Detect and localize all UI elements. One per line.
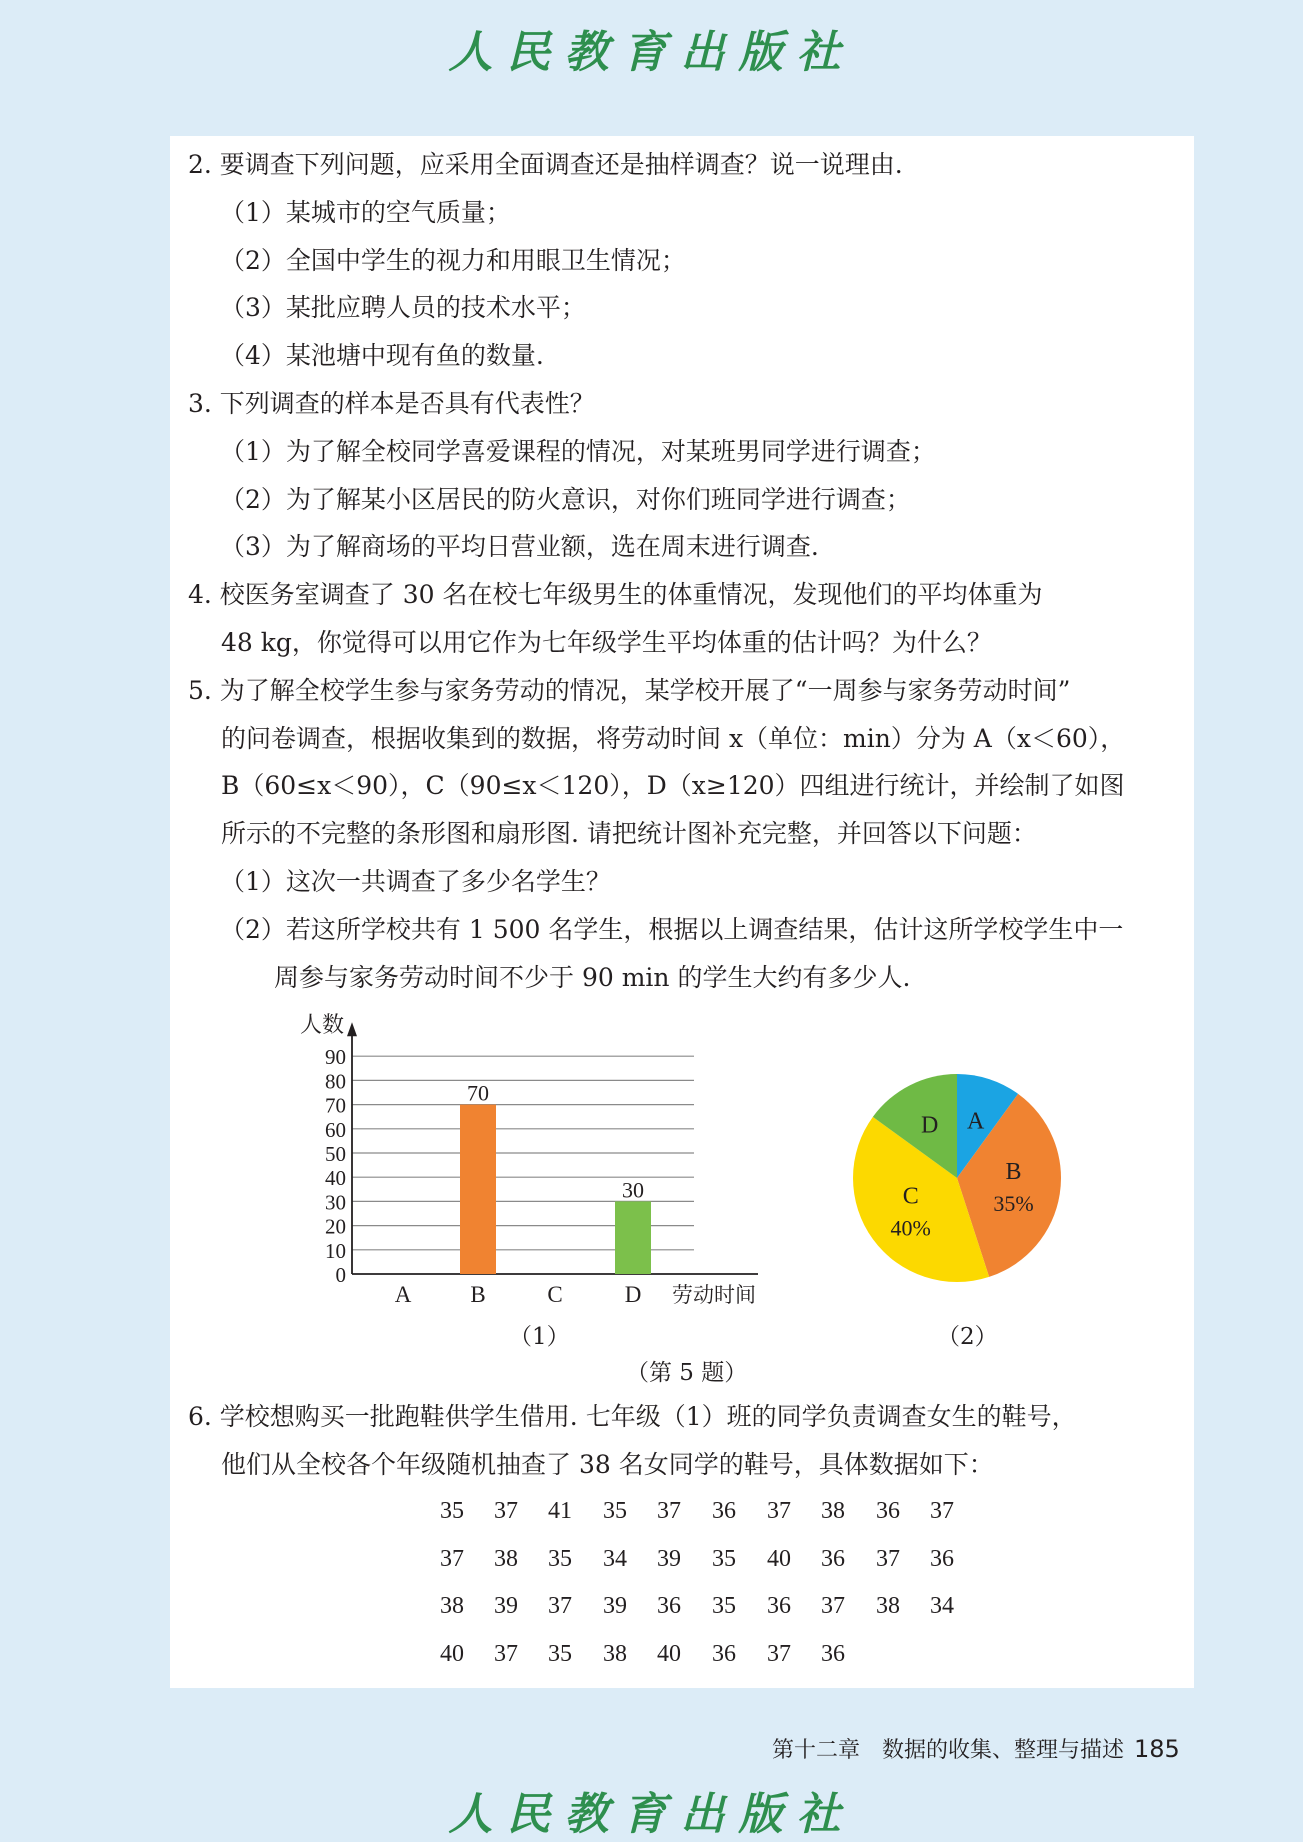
figure-caption: （第 5 题） xyxy=(626,1360,748,1386)
data-cell: 36 xyxy=(657,1593,681,1619)
x-tick-label: A xyxy=(394,1282,412,1307)
data-cell: 37 xyxy=(440,1546,464,1572)
data-cell: 38 xyxy=(494,1546,518,1572)
data-cell: 39 xyxy=(657,1546,681,1572)
chapter-title: 第十二章 数据的收集、整理与描述 xyxy=(772,1738,1125,1763)
data-cell: 40 xyxy=(657,1641,681,1667)
data-cell: 35 xyxy=(712,1546,736,1572)
q3-item-2: （2）为了解某小区居民的防火意识，对你们班同学进行调查； xyxy=(220,485,911,514)
x-tick-label: D xyxy=(624,1282,642,1307)
q6-line-2: 他们从全校各个年级随机抽查了 38 名女同学的鞋号，具体数据如下： xyxy=(221,1450,994,1479)
data-cell: 35 xyxy=(548,1546,572,1572)
q5-item-1: （1）这次一共调查了多少名学生？ xyxy=(220,867,611,896)
pie-percent-label: 40% xyxy=(890,1215,931,1241)
y-tick-label: 80 xyxy=(325,1069,346,1094)
data-cell: 38 xyxy=(876,1593,900,1619)
data-cell: 34 xyxy=(930,1593,954,1619)
q5-item-2-cont: 周参与家务劳动时间不少于 90 min 的学生大约有多少人. xyxy=(274,963,911,992)
data-cell: 38 xyxy=(603,1641,627,1667)
bar-chart-caption: （1） xyxy=(509,1324,570,1350)
data-cell: 37 xyxy=(494,1498,518,1524)
pie-label: D xyxy=(920,1112,939,1139)
q5-line-2: 的问卷调查，根据收集到的数据，将劳动时间 x（单位：min）分为 A（x＜60）， xyxy=(221,724,1126,753)
y-axis-arrow xyxy=(347,1022,357,1036)
q4-line-1: 4. 校医务室调查了 30 名在校七年级男生的体重情况，发现他们的平均体重为 xyxy=(188,580,1043,609)
pie-label: B xyxy=(1005,1158,1022,1185)
data-cell: 37 xyxy=(548,1593,572,1619)
q5-line-3: B（60≤x＜90），C（90≤x＜120），D（x≥120）四组进行统计，并绘制了如图 xyxy=(221,771,1125,800)
data-cell: 36 xyxy=(821,1546,845,1572)
x-tick-label: B xyxy=(470,1282,486,1307)
data-cell: 36 xyxy=(712,1498,736,1524)
q5-item-2: （2）若这所学校共有 1 500 名学生，根据以上调查结果，估计这所学校学生中一 xyxy=(220,915,1124,944)
data-cell: 39 xyxy=(494,1593,518,1619)
q2-item-2: （2）全国中学生的视力和用眼卫生情况； xyxy=(220,246,686,275)
bar-data-label: 30 xyxy=(622,1177,644,1203)
data-cell: 36 xyxy=(930,1546,954,1572)
pie-label: C xyxy=(902,1183,919,1210)
publisher-logo-top: 人民教育出版社 xyxy=(448,27,855,78)
q2-stem: 2. 要调查下列问题，应采用全面调查还是抽样调查？说一说理由. xyxy=(188,150,903,179)
data-cell: 36 xyxy=(767,1593,791,1619)
data-cell: 34 xyxy=(603,1546,627,1572)
q3-stem: 3. 下列调查的样本是否具有代表性？ xyxy=(188,389,595,418)
data-cell: 38 xyxy=(821,1498,845,1524)
data-cell: 37 xyxy=(930,1498,954,1524)
data-cell: 39 xyxy=(603,1593,627,1619)
y-tick-label: 50 xyxy=(325,1142,346,1166)
data-cell: 36 xyxy=(821,1641,845,1667)
data-cell: 37 xyxy=(767,1641,791,1667)
pie-label: A xyxy=(966,1108,985,1135)
q3-item-1: （1）为了解全校同学喜爱课程的情况，对某班男同学进行调查； xyxy=(220,437,936,466)
pie-chart-caption: （2） xyxy=(937,1324,998,1350)
data-cell: 41 xyxy=(548,1498,572,1524)
q5-line-1: 5. 为了解全校学生参与家务劳动的情况，某学校开展了“一周参与家务劳动时间” xyxy=(188,676,1071,705)
data-cell: 37 xyxy=(767,1498,791,1524)
data-cell: 37 xyxy=(494,1641,518,1667)
data-cell: 35 xyxy=(440,1498,464,1524)
q4-line-2: 48 kg，你觉得可以用它作为七年级学生平均体重的估计吗？为什么？ xyxy=(221,628,992,657)
y-tick-label: 70 xyxy=(325,1093,346,1118)
publisher-logo-bottom: 人民教育出版社 xyxy=(448,1789,855,1840)
data-cell: 40 xyxy=(767,1546,791,1572)
y-tick-label: 30 xyxy=(325,1190,346,1215)
bar-D xyxy=(615,1201,651,1274)
data-cell: 36 xyxy=(876,1498,900,1524)
page-number: 185 xyxy=(1134,1735,1180,1763)
q2-item-3: （3）某批应聘人员的技术水平； xyxy=(220,293,586,322)
data-cell: 40 xyxy=(440,1641,464,1667)
x-axis-label: 劳动时间 xyxy=(672,1283,756,1307)
data-cell: 35 xyxy=(603,1498,627,1524)
y-tick-label: 10 xyxy=(325,1238,346,1263)
x-tick-label: C xyxy=(547,1282,563,1307)
y-tick-label: 40 xyxy=(325,1166,346,1191)
q6-line-1: 6. 学校想购买一批跑鞋供学生借用. 七年级（1）班的同学负责调查女生的鞋号， xyxy=(188,1402,1077,1431)
page-footer xyxy=(772,1733,1180,1764)
data-cell: 35 xyxy=(712,1593,736,1619)
y-tick-label: 90 xyxy=(325,1045,346,1070)
q2-item-1: （1）某城市的空气质量； xyxy=(220,198,511,227)
y-axis-label: 人数 xyxy=(299,1013,345,1038)
y-tick-label: 60 xyxy=(325,1117,346,1142)
bar-data-label: 70 xyxy=(467,1080,489,1106)
q3-item-3: （3）为了解商场的平均日营业额，选在周末进行调查. xyxy=(220,532,819,561)
data-cell: 37 xyxy=(876,1546,900,1572)
data-cell: 35 xyxy=(548,1641,572,1667)
data-cell: 37 xyxy=(821,1593,845,1619)
data-cell: 38 xyxy=(440,1593,464,1619)
y-tick-label: 20 xyxy=(325,1214,346,1239)
data-cell: 37 xyxy=(657,1498,681,1524)
q5-line-4: 所示的不完整的条形图和扇形图. 请把统计图补充完整，并回答以下问题： xyxy=(221,819,1037,848)
pie-percent-label: 35% xyxy=(993,1190,1034,1216)
q2-item-4: （4）某池塘中现有鱼的数量. xyxy=(220,341,544,370)
y-tick-label: 0 xyxy=(335,1263,346,1287)
bar-B xyxy=(460,1105,496,1274)
data-cell: 36 xyxy=(712,1641,736,1667)
